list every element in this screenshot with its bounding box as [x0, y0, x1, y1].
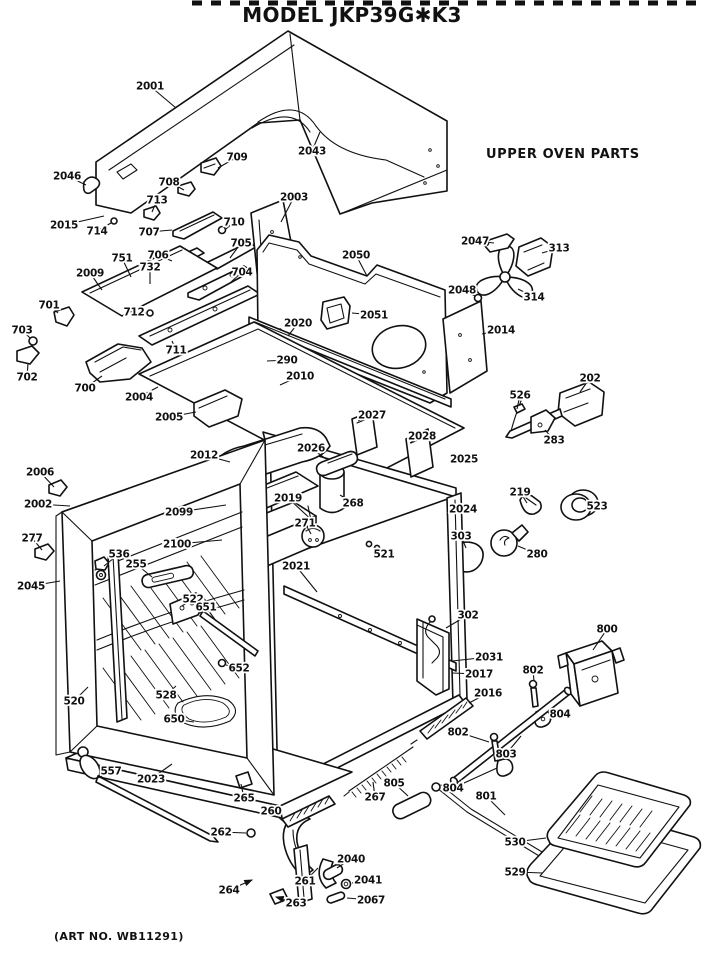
part-number-label: 290 [276, 354, 298, 367]
part-number-label: 2005 [154, 411, 184, 424]
part-number-label: 2003 [279, 191, 309, 204]
part-number-label: 283 [543, 434, 565, 447]
part-side-panel-2014 [443, 301, 487, 393]
part-callout-700 [74, 376, 102, 395]
part-callout-523 [586, 501, 607, 513]
part-callout-2004 [125, 387, 158, 404]
part-number-label: 2009 [75, 267, 105, 280]
part-number-label: 2067 [356, 894, 386, 907]
part-number-label: 805 [383, 777, 405, 790]
part-callout-701 [38, 300, 59, 314]
part-callout-557 [98, 766, 122, 779]
part-callout-277 [21, 533, 42, 551]
part-number-label: 2026 [296, 442, 326, 455]
part-number-label: 2019 [273, 492, 303, 505]
part-number-label: 2045 [16, 580, 46, 593]
part-callout-2005 [155, 412, 196, 424]
part-callout-2009 [76, 268, 104, 291]
part-callout-2002 [24, 499, 70, 511]
part-number-label: 303 [450, 530, 472, 543]
part-callout-704 [230, 267, 253, 284]
part-number-label: 2024 [448, 503, 478, 516]
part-callout-801 [475, 791, 505, 816]
part-number-label: 263 [285, 897, 307, 910]
part-number-label: 712 [123, 306, 145, 319]
part-number-label: 651 [195, 601, 217, 614]
part-callout-2024 [449, 504, 477, 516]
part-number-label: 2050 [341, 249, 371, 262]
part-bracket-2031 [417, 619, 449, 695]
part-number-label: 650 [163, 713, 185, 726]
part-pin-2067 [326, 891, 345, 904]
part-callout-260 [260, 806, 284, 823]
part-number-label: 2010 [285, 370, 315, 383]
part-number-label: 2047 [460, 235, 490, 248]
part-callout-2045 [17, 581, 60, 593]
part-number-label: 2012 [189, 449, 219, 462]
part-callout-268 [340, 495, 364, 510]
part-number-label: 2015 [49, 219, 79, 232]
part-top-cover [96, 31, 447, 214]
part-number-label: 2027 [357, 409, 387, 422]
part-number-label: 264 [218, 884, 240, 897]
part-callout-2025 [449, 454, 478, 466]
part-number-label: 802 [522, 664, 544, 677]
part-number-label: 2023 [136, 773, 166, 786]
part-number-label: 261 [294, 875, 316, 888]
part-number-label: 2046 [52, 170, 82, 183]
part-number-label: 705 [230, 237, 252, 250]
part-number-label: 2040 [336, 853, 366, 866]
part-number-label: 262 [210, 826, 232, 839]
part-callout-805 [383, 778, 408, 797]
part-number-label: 2002 [23, 498, 53, 511]
part-callout-2028 [408, 431, 436, 444]
part-number-label: 2100 [162, 538, 192, 551]
part-callout-280 [518, 546, 548, 561]
part-number-label: 2016 [473, 687, 503, 700]
part-callout-703 [11, 325, 32, 339]
part-number-label: 202 [579, 372, 601, 385]
part-number-label: 710 [223, 216, 245, 229]
part-number-label: 530 [504, 836, 526, 849]
part-callout-2001 [136, 81, 176, 109]
part-pin-802-a [530, 681, 539, 708]
part-callout-263 [276, 897, 307, 910]
part-number-label: 804 [549, 708, 571, 721]
part-number-label: 2017 [464, 668, 494, 681]
part-number-label: 2001 [135, 80, 165, 93]
part-number-label: 280 [526, 548, 548, 561]
part-callout-530 [504, 837, 546, 849]
part-number-label: 2004 [124, 391, 154, 404]
part-motor-313 [516, 238, 553, 276]
part-number-label: 802 [447, 726, 469, 739]
part-ring-2041 [342, 880, 351, 889]
part-bracket-265 [236, 772, 252, 788]
art-number: (ART NO. WB11291) [54, 930, 184, 943]
part-callout-2048 [448, 285, 476, 297]
part-callout-714 [86, 223, 111, 238]
part-number-label: 277 [21, 532, 43, 545]
part-number-label: 707 [138, 226, 160, 239]
part-number-label: 2043 [297, 145, 327, 158]
part-number-label: 265 [233, 792, 255, 805]
part-number-label: 526 [509, 389, 531, 402]
part-number-label: 701 [38, 299, 60, 312]
part-number-label: 800 [596, 623, 618, 636]
part-number-label: 803 [495, 748, 517, 761]
part-number-label: 2025 [449, 453, 479, 466]
part-callout-262 [210, 827, 246, 839]
part-number-label: 702 [16, 371, 38, 384]
part-callout-2016 [469, 688, 502, 704]
part-callout-711 [165, 341, 186, 357]
part-number-label: 268 [342, 497, 364, 510]
part-number-label: 709 [226, 151, 248, 164]
part-number-label: 751 [111, 252, 133, 265]
part-number-label: 2020 [283, 317, 313, 330]
part-number-label: 255 [125, 558, 147, 571]
part-callout-710 [223, 217, 244, 230]
part-number-label: 314 [523, 291, 545, 304]
part-callout-521 [373, 547, 394, 561]
part-callout-706 [147, 250, 172, 262]
part-screw-262 [247, 829, 255, 837]
part-number-label: 2028 [407, 430, 437, 443]
part-number-label: 804 [442, 782, 464, 795]
part-clamp-804-b [497, 759, 513, 776]
part-number-label: 708 [158, 176, 180, 189]
section-heading: UPPER OVEN PARTS [486, 147, 640, 162]
part-number-label: 536 [108, 548, 130, 561]
part-number-label: 302 [457, 609, 479, 622]
part-number-label: 706 [147, 249, 169, 262]
part-number-label: 267 [364, 791, 386, 804]
part-callout-707 [138, 227, 172, 239]
part-number-label: 520 [63, 695, 85, 708]
part-callout-2067 [347, 895, 385, 907]
part-number-label: 271 [294, 517, 316, 530]
part-number-label: 2021 [281, 560, 311, 573]
part-number-label: 2051 [359, 309, 389, 322]
part-number-label: 219 [509, 486, 531, 499]
part-number-label: 652 [228, 662, 250, 675]
part-callout-2046 [53, 171, 86, 186]
part-callout-652 [226, 663, 250, 675]
part-callout-283 [543, 430, 564, 447]
part-callout-804 [549, 709, 570, 721]
part-number-label: 2048 [447, 284, 477, 297]
part-callout-267 [364, 782, 385, 804]
part-number-label: 529 [504, 866, 526, 879]
part-callout-2014 [482, 325, 515, 337]
part-number-label: 711 [165, 344, 187, 357]
part-callout-802 [522, 665, 543, 682]
part-number-label: 700 [74, 382, 96, 395]
part-number-label: 260 [260, 805, 282, 818]
part-clip-2006 [49, 480, 67, 496]
part-front-frame [56, 440, 274, 795]
part-number-label: 313 [548, 242, 570, 255]
part-callout-2027 [358, 410, 386, 422]
part-clip-277 [35, 544, 54, 560]
part-number-label: 801 [475, 790, 497, 803]
part-channel-264 [294, 845, 312, 903]
part-callout-2041 [352, 875, 382, 887]
part-number-label: 523 [586, 500, 608, 513]
part-callout-264 [218, 880, 252, 897]
part-number-label: 713 [146, 194, 168, 207]
part-callout-2040 [337, 854, 365, 869]
part-callout-702 [16, 363, 37, 384]
part-number-label: 2031 [474, 651, 504, 664]
part-number-label: 704 [231, 266, 253, 279]
part-number-label: 2014 [486, 324, 516, 337]
part-callout-802 [447, 727, 489, 743]
page-title: MODEL JKP39G✱K3 [242, 3, 462, 27]
part-number-label: 521 [373, 548, 395, 561]
part-callout-709 [218, 152, 248, 169]
part-callout-712 [123, 307, 146, 319]
part-number-label: 2041 [353, 874, 383, 887]
part-number-label: 714 [86, 225, 108, 238]
part-number-label: 2099 [164, 506, 194, 519]
part-number-label: 703 [11, 324, 33, 337]
part-number-label: 732 [139, 261, 161, 274]
part-roller-805 [391, 790, 434, 821]
part-number-label: 2006 [25, 466, 55, 479]
part-number-label: 522 [182, 593, 204, 606]
part-number-label: 528 [155, 689, 177, 702]
part-number-label: 557 [100, 765, 122, 778]
